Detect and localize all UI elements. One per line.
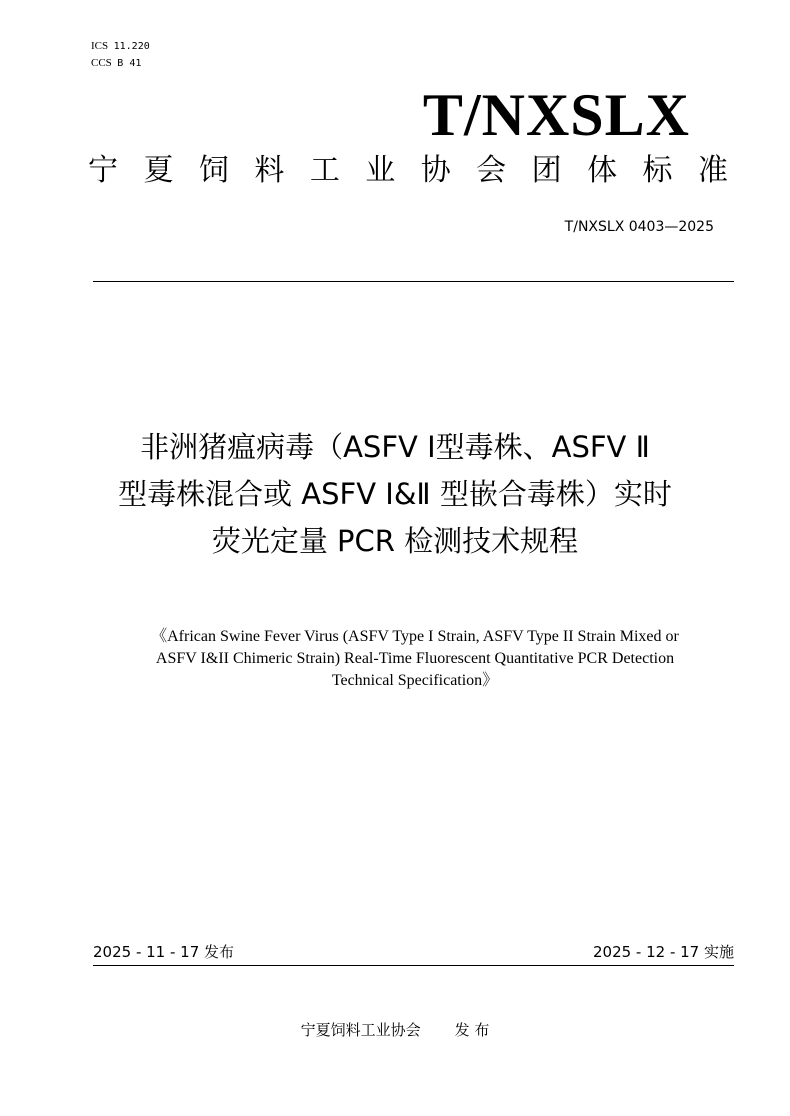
en-title-line: 《African Swine Fever Virus (ASFV Type I Strain, ASFV Type II Strain Mixed or <box>151 628 679 645</box>
ics-label: ICS <box>91 40 109 52</box>
assoc-char: 宁 <box>88 153 118 188</box>
english-title <box>95 626 735 692</box>
assoc-char: 业 <box>365 153 396 188</box>
en-title-line: ASFV I&II Chimeric Strain) Real-Time Fluorescent Quantitative PCR Detection <box>155 650 675 667</box>
assoc-char: 料 <box>254 153 285 188</box>
standard-number: T/NXSLX 0403—2025 <box>564 219 714 235</box>
association-standard-title <box>88 150 728 192</box>
publisher-name: 宁夏饲料工业协会 <box>300 1021 421 1039</box>
ccs-value: B 41 <box>117 58 142 69</box>
assoc-char: 会 <box>476 153 507 188</box>
ics-line <box>91 38 150 55</box>
cn-title-line: 型毒株混合或 ASFV Ⅰ&Ⅱ 型嵌合毒株）实时 <box>118 477 672 511</box>
standard-code-logo: T/NXSLX <box>422 82 690 148</box>
assoc-char: 团 <box>531 153 562 188</box>
cn-title-line: 非洲猪瘟病毒（ASFV Ⅰ型毒株、ASFV Ⅱ <box>140 430 650 464</box>
bottom-divider <box>93 965 734 966</box>
cn-title-line: 荧光定量 PCR 检测技术规程 <box>211 524 579 558</box>
assoc-char: 饲 <box>198 153 229 188</box>
publisher-line <box>0 1020 790 1040</box>
assoc-char: 协 <box>420 153 451 188</box>
ics-value: 11.220 <box>113 41 150 52</box>
assoc-char: 准 <box>697 153 728 188</box>
classification-block <box>91 38 150 72</box>
assoc-char: 体 <box>587 153 618 188</box>
date-row <box>93 942 734 962</box>
top-divider <box>93 281 734 282</box>
chinese-title <box>70 424 720 565</box>
en-title-line: Technical Specification》 <box>331 672 499 689</box>
publisher-action: 发 布 <box>454 1021 490 1039</box>
issue-date: 2025 - 11 - 17 发布 <box>93 943 235 961</box>
ccs-label: CCS <box>91 57 112 69</box>
assoc-char: 夏 <box>143 153 174 188</box>
assoc-char: 标 <box>642 153 673 188</box>
assoc-char: 工 <box>309 153 340 188</box>
ccs-line <box>91 55 150 72</box>
implement-date: 2025 - 12 - 17 实施 <box>592 943 734 961</box>
